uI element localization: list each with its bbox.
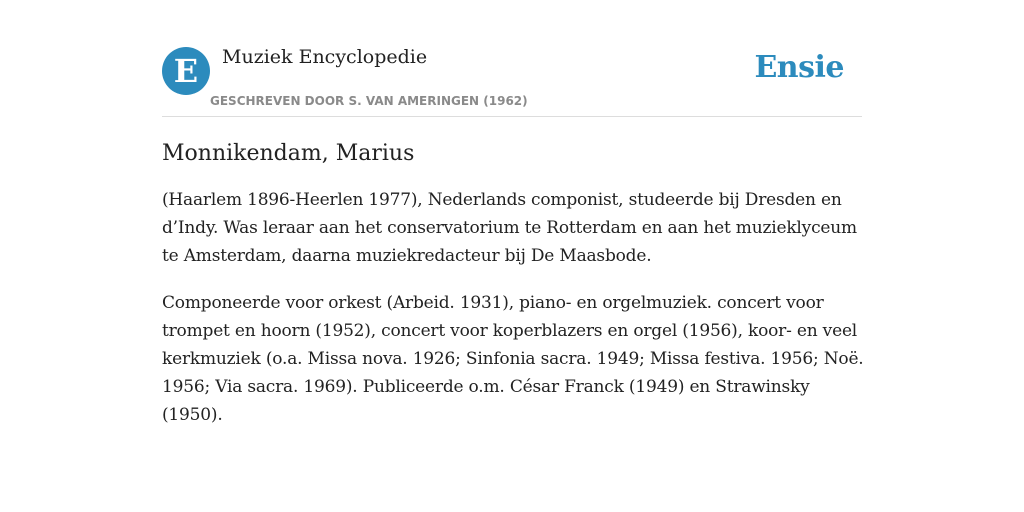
header [162, 44, 862, 117]
entry-paragraph-1: (Haarlem 1896-Heerlen 1977), Nederlands componist, studeerde bij Dresden en d’Indy. Was leraar aan het conservatorium te Rotterdam en aan het muzieklyceum te Amsterdam, daarna muziekredacteur bij De Maasbode. [162, 190, 857, 266]
entry-content [162, 138, 866, 448]
ensie-brand-link[interactable]: Ensie [754, 50, 844, 85]
author-line: GESCHREVEN DOOR S. VAN AMERINGEN (1962) [210, 94, 528, 108]
entry-title: Monnikendam, Marius [162, 141, 415, 166]
encyclopedia-logo-icon[interactable]: E [162, 47, 210, 95]
encyclopedia-title-link[interactable]: Muziek Encyclopedie [222, 46, 428, 68]
entry-paragraph-2: Componeerde voor orkest (Arbeid. 1931), piano- en orgelmuziek. concert voor trompet en hoorn (1952), concert voor koperblazers en orgel (1956), koor- en veel kerkmuziek (o.a. Missa nova. 1926; Sinfonia sacra. 1949; Missa festiva. 1956; Noë. 1956; Via sacra. 1969). Publiceerde o.m. César Franck (1949) en Strawinsky (1950). [162, 293, 864, 425]
